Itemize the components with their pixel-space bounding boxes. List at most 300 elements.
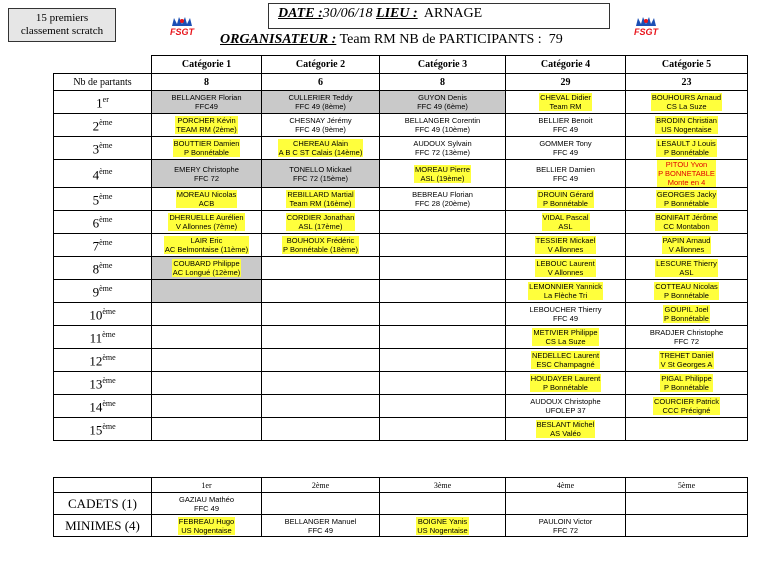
- result-cell: [626, 280, 748, 303]
- rider-name: PITOU Yvon: [665, 160, 708, 169]
- starters-count: 6: [262, 74, 380, 91]
- rider-entry: [414, 165, 471, 183]
- starters-count: 8: [152, 74, 262, 91]
- result-cell: [152, 234, 262, 257]
- rider-name: BOIGNE Yanis: [417, 516, 468, 526]
- result-cell: [626, 349, 748, 372]
- rider-club: P Bonnétable: [664, 148, 709, 157]
- corner-cell: [54, 478, 152, 493]
- result-cell: [506, 395, 626, 418]
- rider-name: AUDOUX Christophe: [530, 397, 601, 406]
- rider-club: V Allonnes (7ème): [175, 222, 238, 231]
- rider-club: V Allonnes: [668, 245, 705, 254]
- rider-name: COURCIER Patrick: [653, 397, 719, 406]
- result-cell: [506, 188, 626, 211]
- rider-club: US Nogentaise: [417, 525, 468, 535]
- youth-result-cell: [380, 493, 506, 515]
- rider-name: LAIR Eric: [190, 236, 223, 245]
- result-cell: [262, 137, 380, 160]
- result-cell: [262, 91, 380, 114]
- result-cell: [626, 188, 748, 211]
- result-cell: [152, 326, 262, 349]
- rank-suffix: ème: [99, 215, 113, 225]
- rider-entry: [282, 236, 359, 254]
- rider-club: CC Montabon: [663, 222, 710, 231]
- rank-cell: [54, 114, 152, 137]
- starters-label: Nb de partants: [54, 74, 152, 91]
- rider-entry: [416, 517, 468, 535]
- rank-suffix: ème: [99, 192, 113, 202]
- result-cell: [506, 257, 626, 280]
- result-cell: [506, 372, 626, 395]
- youth-result-cell: [152, 515, 262, 537]
- rank-suffix: ème: [102, 422, 116, 432]
- badge-line-2: classement scratch: [20, 25, 104, 37]
- rider-club: FFC 49: [307, 525, 333, 535]
- youth-result-cell: [262, 515, 380, 537]
- rider-club: FFC 72: [193, 173, 219, 183]
- rider-entry: [654, 282, 719, 300]
- table-row: [54, 372, 748, 395]
- rank-suffix: ème: [99, 238, 113, 248]
- rank-suffix: ème: [99, 284, 113, 294]
- rider-name: BRODIN Christian: [656, 116, 717, 125]
- rider-name: BELLANGER Florian: [171, 93, 242, 102]
- youth-row: [54, 493, 748, 515]
- rider-name: CHEVAL Didier: [540, 93, 591, 102]
- rider-name: FEBREAU Hugo: [178, 516, 235, 526]
- rider-entry: [528, 282, 603, 300]
- result-cell: [506, 418, 626, 441]
- rider-name: BOUHOUX Frédéric: [286, 236, 355, 245]
- rider-entry: [530, 305, 602, 323]
- rider-entry: [288, 93, 352, 111]
- youth-result-cell: [626, 515, 748, 537]
- date-value: 30/06/18: [322, 6, 373, 21]
- rank-suffix: ème: [102, 353, 116, 363]
- youth-result-cell: [380, 515, 506, 537]
- result-cell: [262, 114, 380, 137]
- rider-entry: [651, 93, 722, 111]
- rider-club: FFC 49 (6ème): [417, 102, 468, 111]
- rider-name: LEBOUC Laurent: [536, 259, 595, 268]
- lieu-label: LIEU :: [376, 6, 418, 21]
- table-row: [54, 418, 748, 441]
- rider-name: HOUDAYER Laurent: [530, 374, 601, 383]
- rider-club: FFC 72 (13ème): [414, 148, 471, 157]
- result-cell: [380, 326, 506, 349]
- rider-club: FFC 49: [552, 314, 578, 323]
- result-cell: [152, 280, 262, 303]
- rider-club: AS Valéo: [550, 429, 581, 438]
- rider-entry: [179, 495, 234, 513]
- rider-name: BESLANT Michel: [536, 420, 595, 429]
- rank-cell: [54, 137, 152, 160]
- rider-club: ACB: [198, 199, 215, 208]
- rank-number: 15: [89, 422, 103, 438]
- place-header: 4ème: [506, 478, 626, 493]
- result-cell: [506, 160, 626, 188]
- rider-entry: [535, 259, 595, 277]
- rank-number: 4: [92, 167, 100, 183]
- result-cell: [380, 234, 506, 257]
- rider-name: TESSIER Mickael: [535, 236, 596, 245]
- result-cell: [262, 188, 380, 211]
- organiser-line: [220, 32, 563, 48]
- result-cell: [506, 234, 626, 257]
- starters-count: 29: [506, 74, 626, 91]
- date-line: [278, 6, 482, 22]
- rider-club: ASL (19ème): [420, 173, 465, 183]
- rider-entry: [662, 236, 712, 254]
- rider-name: BRADJER Christophe: [649, 328, 724, 337]
- result-cell: [626, 303, 748, 326]
- result-cell: [626, 91, 748, 114]
- rank-cell: [54, 372, 152, 395]
- organiser-value: Team RM: [339, 32, 396, 47]
- result-cell: [380, 137, 506, 160]
- rider-club: AC Longué (12ème): [172, 268, 241, 277]
- rider-entry: [542, 213, 590, 231]
- rank-number: 3: [92, 141, 100, 157]
- rank-cell: [54, 257, 152, 280]
- table-row: [54, 160, 748, 188]
- rank-suffix: ème: [102, 399, 116, 409]
- rider-entry: [532, 328, 598, 346]
- rank-number: 13: [89, 376, 103, 392]
- rider-club: P Bonnétable: [664, 291, 709, 300]
- rider-name: COTTEAU Nicolas: [655, 282, 718, 291]
- rider-entry: [172, 259, 242, 277]
- rider-name: BELLANGER Corentin: [404, 116, 481, 125]
- rider-club: CCC Précigné: [662, 406, 711, 415]
- rider-name: REBILLARD Martial: [287, 190, 354, 199]
- result-cell: [380, 91, 506, 114]
- rider-club: P Bonnétable: [543, 383, 588, 392]
- result-cell: [506, 349, 626, 372]
- rank-cell: [54, 395, 152, 418]
- rider-name: LESCURE Thierry: [656, 259, 717, 268]
- rider-name: GOMMER Tony: [539, 139, 592, 148]
- result-cell: [152, 91, 262, 114]
- rider-name: DHERUELLE Aurélien: [169, 213, 244, 222]
- result-cell: [626, 395, 748, 418]
- rider-name: TONELLO Mickael: [289, 164, 352, 174]
- category-header: Catégorie 1: [152, 56, 262, 74]
- rank-suffix: ème: [99, 141, 113, 151]
- rank-suffix: ème: [102, 330, 116, 340]
- result-cell: [262, 372, 380, 395]
- place-header: 5ème: [626, 478, 748, 493]
- table-row: [54, 303, 748, 326]
- rider-name: LESAULT J Louis: [657, 139, 716, 148]
- rider-name: GEORGES Jacky: [656, 190, 717, 199]
- rider-club: FFC 49 (8ème): [295, 102, 346, 111]
- result-cell: [380, 257, 506, 280]
- table-row: [54, 349, 748, 372]
- participants-label: NB de PARTICIPANTS :: [399, 32, 542, 47]
- rider-club: FFC 49 (10ème): [414, 125, 471, 134]
- youth-table: [53, 477, 748, 537]
- result-cell: [626, 372, 748, 395]
- result-cell: [152, 395, 262, 418]
- youth-result-cell: [626, 493, 748, 515]
- rider-entry: [530, 397, 600, 415]
- rank-number: 10: [89, 307, 103, 323]
- rider-club: TEAM RM (2ème): [176, 125, 237, 134]
- rider-entry: [413, 139, 471, 157]
- rider-club: ASL: [558, 222, 573, 231]
- result-cell: [380, 188, 506, 211]
- result-cell: [626, 114, 748, 137]
- result-cell: [152, 188, 262, 211]
- rider-club: FFC 49: [552, 148, 578, 157]
- result-cell: [506, 114, 626, 137]
- result-cell: [152, 211, 262, 234]
- rider-name: COUBARD Philippe: [173, 259, 240, 268]
- result-cell: [262, 234, 380, 257]
- rider-name: CULLERIER Teddy: [288, 93, 353, 102]
- rank-suffix: ème: [99, 118, 113, 128]
- rider-note: Monte en 4: [667, 178, 706, 187]
- rank-cell: [54, 211, 152, 234]
- rider-club: Team RM: [549, 102, 582, 111]
- result-cell: [626, 234, 748, 257]
- rider-club: FFC 72: [552, 525, 578, 535]
- rider-club: P Bonnétable: [543, 199, 588, 208]
- rider-entry: [530, 374, 601, 392]
- rider-club: FFC 72 (15ème): [292, 173, 349, 183]
- result-cell: [626, 160, 748, 188]
- rank-cell: [54, 349, 152, 372]
- rider-entry: [537, 190, 594, 208]
- rider-entry: [164, 236, 249, 254]
- rider-entry: [285, 517, 357, 535]
- rank-cell: [54, 326, 152, 349]
- rider-club: P BONNETABLE: [658, 169, 715, 178]
- youth-result-cell: [506, 515, 626, 537]
- rider-name: PAPIN Arnaud: [662, 236, 711, 245]
- rider-club: FFC 49: [552, 173, 578, 183]
- rider-name: TREHET Daniel: [659, 351, 714, 360]
- rider-entry: [539, 139, 591, 157]
- result-cell: [380, 395, 506, 418]
- rider-name: LEBOUCHER Thierry: [529, 305, 602, 314]
- table-row: [54, 114, 748, 137]
- result-cell: [506, 211, 626, 234]
- rider-name: PIGAL Philippe: [661, 374, 712, 383]
- table-row: [54, 257, 748, 280]
- rider-entry: [176, 190, 238, 208]
- category-header-row: [54, 56, 748, 74]
- result-cell: [262, 303, 380, 326]
- rank-number: 12: [89, 353, 103, 369]
- rank-cell: [54, 160, 152, 188]
- result-cell: [506, 91, 626, 114]
- starters-count-row: [54, 74, 748, 91]
- rider-entry: [650, 328, 723, 346]
- rider-entry: [536, 420, 596, 438]
- rider-club: US Nogentaise: [181, 525, 232, 535]
- rider-entry: [653, 397, 720, 415]
- result-cell: [626, 418, 748, 441]
- rider-club: La Flèche Tri: [543, 291, 588, 300]
- rider-club: FFC 72: [673, 337, 699, 346]
- rider-name: CORDIER Jonathan: [286, 213, 355, 222]
- rider-club: P Bonnétable: [184, 148, 229, 157]
- result-cell: [380, 160, 506, 188]
- rider-entry: [656, 190, 717, 208]
- rider-name: BONIFAIT Jérôme: [655, 213, 718, 222]
- rider-entry: [178, 517, 235, 535]
- rider-entry: [286, 213, 356, 231]
- rank-cell: [54, 234, 152, 257]
- rider-club: Team RM (16ème): [289, 199, 352, 208]
- rider-name: AUDOUX Sylvain: [413, 139, 472, 148]
- rider-entry: [655, 116, 718, 134]
- logo-text: FSGT: [634, 27, 658, 37]
- rider-club: FFC 49 (9ème): [295, 125, 346, 134]
- starters-count: 23: [626, 74, 748, 91]
- result-cell: [626, 211, 748, 234]
- rider-club: FFC 49: [552, 125, 578, 134]
- table-row: [54, 395, 748, 418]
- results-table: [53, 55, 748, 441]
- rider-entry: [174, 165, 239, 183]
- result-cell: [152, 303, 262, 326]
- rider-entry: [539, 517, 593, 535]
- rider-entry: [289, 116, 351, 134]
- result-cell: [262, 349, 380, 372]
- result-cell: [380, 349, 506, 372]
- table-row: [54, 211, 748, 234]
- youth-result-cell: [262, 493, 380, 515]
- rider-entry: [173, 139, 241, 157]
- scratch-badge: [8, 8, 116, 42]
- rider-entry: [535, 236, 597, 254]
- rider-name: CHEREAU Alain: [292, 139, 349, 148]
- rider-name: MOREAU Pierre: [414, 164, 470, 174]
- rider-name: BELLANGER Manuel: [284, 516, 357, 526]
- rider-name: PORCHER Kévin: [177, 116, 236, 125]
- corner-cell: [54, 56, 152, 74]
- rank-suffix: er: [102, 95, 109, 105]
- result-cell: [506, 303, 626, 326]
- rank-number: 2: [92, 118, 100, 134]
- result-cell: [152, 257, 262, 280]
- fsgt-logo-left: [168, 16, 196, 40]
- category-header: Catégorie 5: [626, 56, 748, 74]
- rider-club: P Bonnétable (18ème): [283, 245, 358, 254]
- result-cell: [262, 326, 380, 349]
- rider-entry: [659, 351, 714, 369]
- rider-club: CS La Suze: [666, 102, 707, 111]
- rider-entry: [286, 190, 354, 208]
- result-cell: [506, 280, 626, 303]
- participants-value: 79: [548, 32, 563, 47]
- rider-entry: [171, 93, 241, 111]
- rank-suffix: ème: [99, 166, 113, 176]
- result-cell: [380, 211, 506, 234]
- badge-line-1: 15 premiers: [35, 12, 89, 24]
- rider-club: P Bonnétable: [664, 199, 709, 208]
- rank-suffix: ème: [102, 307, 116, 317]
- rider-entry: [412, 190, 473, 208]
- rider-club: V Allonnes: [547, 268, 584, 277]
- rank-number: 14: [89, 399, 103, 415]
- table-row: [54, 234, 748, 257]
- rider-name: EMERY Christophe: [174, 164, 239, 174]
- result-cell: [626, 137, 748, 160]
- logo-text: FSGT: [170, 27, 194, 37]
- result-cell: [262, 280, 380, 303]
- result-cell: [262, 257, 380, 280]
- result-cell: [380, 114, 506, 137]
- table-row: [54, 280, 748, 303]
- table-row: [54, 188, 748, 211]
- rider-name: BOUTTIER Damien: [173, 139, 240, 148]
- rider-club: V St Georges A: [660, 360, 713, 369]
- rank-number: 11: [89, 330, 103, 346]
- result-cell: [262, 395, 380, 418]
- category-header: Catégorie 3: [380, 56, 506, 74]
- result-cell: [380, 418, 506, 441]
- rider-name: CHESNAY Jérémy: [289, 116, 352, 125]
- place-header: 3ème: [380, 478, 506, 493]
- table-row: [54, 137, 748, 160]
- rank-cell: [54, 418, 152, 441]
- rider-name: BELLIER Benoit: [538, 116, 593, 125]
- rank-number: 1: [96, 95, 103, 111]
- rider-name: LEMONNIER Yannick: [529, 282, 602, 291]
- rider-entry: [278, 139, 364, 157]
- rider-entry: [657, 160, 716, 187]
- result-cell: [262, 211, 380, 234]
- rank-number: 6: [92, 215, 100, 231]
- rank-number: 7: [92, 238, 100, 254]
- result-cell: [262, 160, 380, 188]
- rider-club: FFC49: [195, 102, 218, 111]
- rider-entry: [539, 93, 592, 111]
- rider-name: PAULOIN Victor: [538, 516, 593, 526]
- rider-club: A B C ST Calais (14ème): [278, 148, 363, 157]
- rank-cell: [54, 303, 152, 326]
- rider-entry: [538, 116, 592, 134]
- rider-name: BEBREAU Florian: [412, 190, 473, 199]
- rider-club: UFOLEP 37: [545, 406, 586, 415]
- rider-club: CS La Suze: [545, 337, 586, 346]
- youth-result-cell: [506, 493, 626, 515]
- result-cell: [380, 372, 506, 395]
- result-cell: [262, 418, 380, 441]
- rider-entry: [536, 165, 595, 183]
- result-cell: [380, 303, 506, 326]
- result-cell: [506, 326, 626, 349]
- rider-name: METIVIER Philippe: [533, 328, 598, 337]
- result-cell: [626, 326, 748, 349]
- rider-name: GUYON Denis: [418, 93, 467, 102]
- rank-number: 9: [92, 284, 100, 300]
- rider-club: ASL (17ème): [298, 222, 343, 231]
- lieu-value: ARNAGE: [423, 6, 483, 21]
- fsgt-logo-right: [632, 16, 660, 40]
- table-row: [54, 91, 748, 114]
- rank-suffix: ème: [99, 261, 113, 271]
- rider-entry: [655, 213, 718, 231]
- rider-club: ASL: [679, 268, 694, 277]
- rider-club: FFC 49: [193, 503, 219, 513]
- rider-name: GOUPIL Joel: [664, 305, 709, 314]
